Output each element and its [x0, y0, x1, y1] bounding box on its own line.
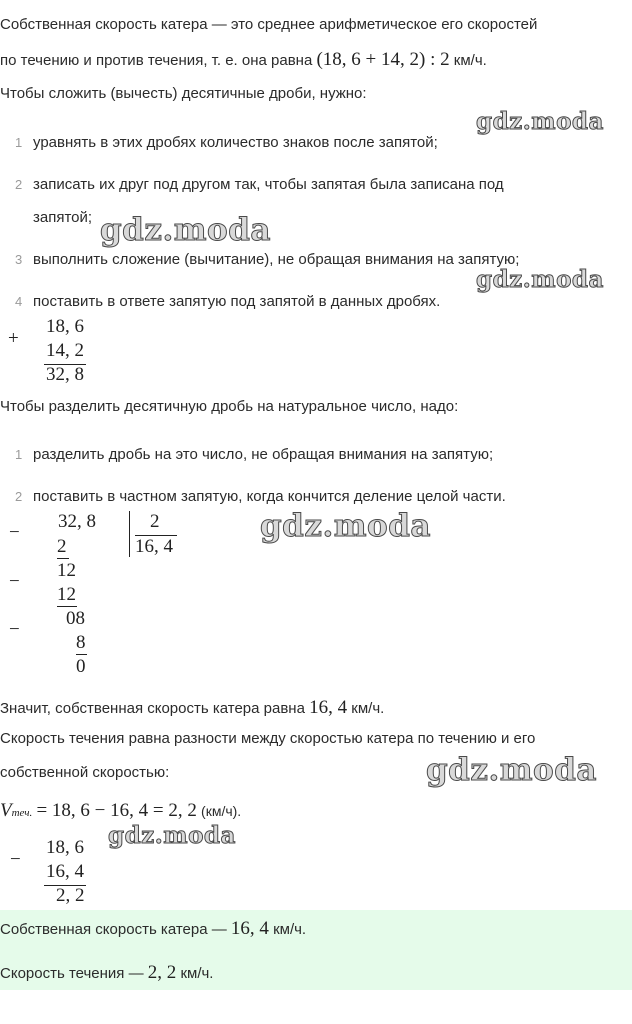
add-rule-heading: Чтобы сложить (вычесть) десятичные дроби, нужно:	[0, 85, 367, 102]
answer-2-text: Скорость течения —	[0, 965, 144, 982]
intro-line-1: Собственная скорость катера — это среднее арифметическое его скоростей	[0, 16, 538, 33]
conclusion	[0, 697, 384, 719]
watermark: gdz.moda	[260, 508, 431, 544]
watermark: gdz.moda	[476, 266, 604, 293]
div-step-1-text: разделить дробь на это число, не обращая внимания на запятую;	[33, 446, 494, 463]
div-rule-heading: Чтобы разделить десятичную дробь на натуральное число, надо:	[0, 398, 459, 415]
current-formula	[0, 800, 241, 822]
division-subtrahend-1: 2	[57, 536, 67, 557]
formula-expression: = 18, 6 − 16, 4 = 2, 2	[36, 800, 197, 821]
add-step-1-number: 1	[15, 135, 23, 150]
division-subtrahend-3: 8	[76, 632, 86, 653]
division-sign-1: −	[9, 522, 20, 543]
conclusion-text: Значит, собственная скорость катера равна	[0, 700, 305, 717]
subtraction-result: 2, 2	[56, 885, 85, 906]
formula-unit: (км/ч).	[201, 803, 242, 819]
add-step-3-number: 3	[15, 252, 23, 267]
intro-line-2-text: по течению и против течения, т. е. она равна	[0, 52, 313, 69]
answer-1-value: 16, 4	[230, 918, 269, 939]
subtraction-operand-b: 16, 4	[46, 861, 84, 882]
add-step-2-text: записать их друг под другом так, чтобы запятая была записана под	[33, 176, 504, 193]
division-subtrahend-2: 12	[57, 584, 76, 605]
add-step-2-number: 2	[15, 177, 23, 192]
division-remainder-2: 08	[66, 608, 85, 629]
intro-unit: км/ч.	[453, 52, 487, 69]
add-step-4-text: поставить в ответе запятую под запятой в данных дробях.	[33, 293, 441, 310]
answer-1-unit: км/ч.	[273, 921, 307, 938]
add-step-4-number: 4	[15, 294, 23, 309]
current-line-2: собственной скоростью:	[0, 764, 170, 781]
subtraction-sign: −	[10, 849, 21, 870]
div-step-1-number: 1	[15, 447, 23, 462]
answer-1-text: Собственная скорость катера —	[0, 921, 227, 938]
div-step-2-number: 2	[15, 489, 23, 504]
intro-formula: (18, 6 + 14, 2) : 2	[316, 49, 450, 70]
answer-2-value: 2, 2	[147, 962, 177, 983]
addition-sign: +	[8, 328, 19, 349]
add-step-3-text: выполнить сложение (вычитание), не обращая внимания на запятую;	[33, 251, 520, 268]
formula-variable: V	[0, 800, 12, 821]
division-remainder-1: 12	[57, 560, 76, 581]
add-step-2-text-cont: запятой;	[33, 209, 93, 226]
division-line-1	[57, 558, 69, 559]
division-sign-3: −	[9, 619, 20, 640]
addition-operand-a: 18, 6	[46, 316, 84, 337]
division-divider-vertical	[129, 511, 130, 557]
conclusion-unit: км/ч.	[351, 700, 385, 717]
division-sign-2: −	[9, 571, 20, 592]
conclusion-value: 16, 4	[309, 697, 348, 718]
division-line-2	[57, 606, 77, 607]
watermark: gdz.moda	[426, 752, 597, 788]
addition-operand-b: 14, 2	[46, 340, 84, 361]
formula-subscript: теч.	[11, 807, 33, 819]
watermark: gdz.moda	[100, 212, 271, 248]
current-line-1: Скорость течения равна разности между скоростью катера по течению и его	[0, 730, 536, 747]
answer-2	[0, 962, 213, 984]
watermark: gdz.moda	[108, 822, 236, 849]
answer-2-unit: км/ч.	[180, 965, 214, 982]
division-divisor: 2	[150, 511, 160, 532]
div-step-2-text: поставить в частном запятую, когда кончится деление целой части.	[33, 488, 506, 505]
division-quotient: 16, 4	[135, 536, 173, 557]
answer-1	[0, 918, 306, 940]
add-step-1-text: уравнять в этих дробях количество знаков после запятой;	[33, 134, 438, 151]
division-remainder-3: 0	[76, 656, 86, 677]
watermark: gdz.moda	[476, 108, 604, 135]
intro-line-2	[0, 49, 487, 71]
addition-result: 32, 8	[46, 364, 84, 385]
division-line-3	[76, 654, 87, 655]
division-dividend: 32, 8	[58, 511, 96, 532]
subtraction-operand-a: 18, 6	[46, 837, 84, 858]
